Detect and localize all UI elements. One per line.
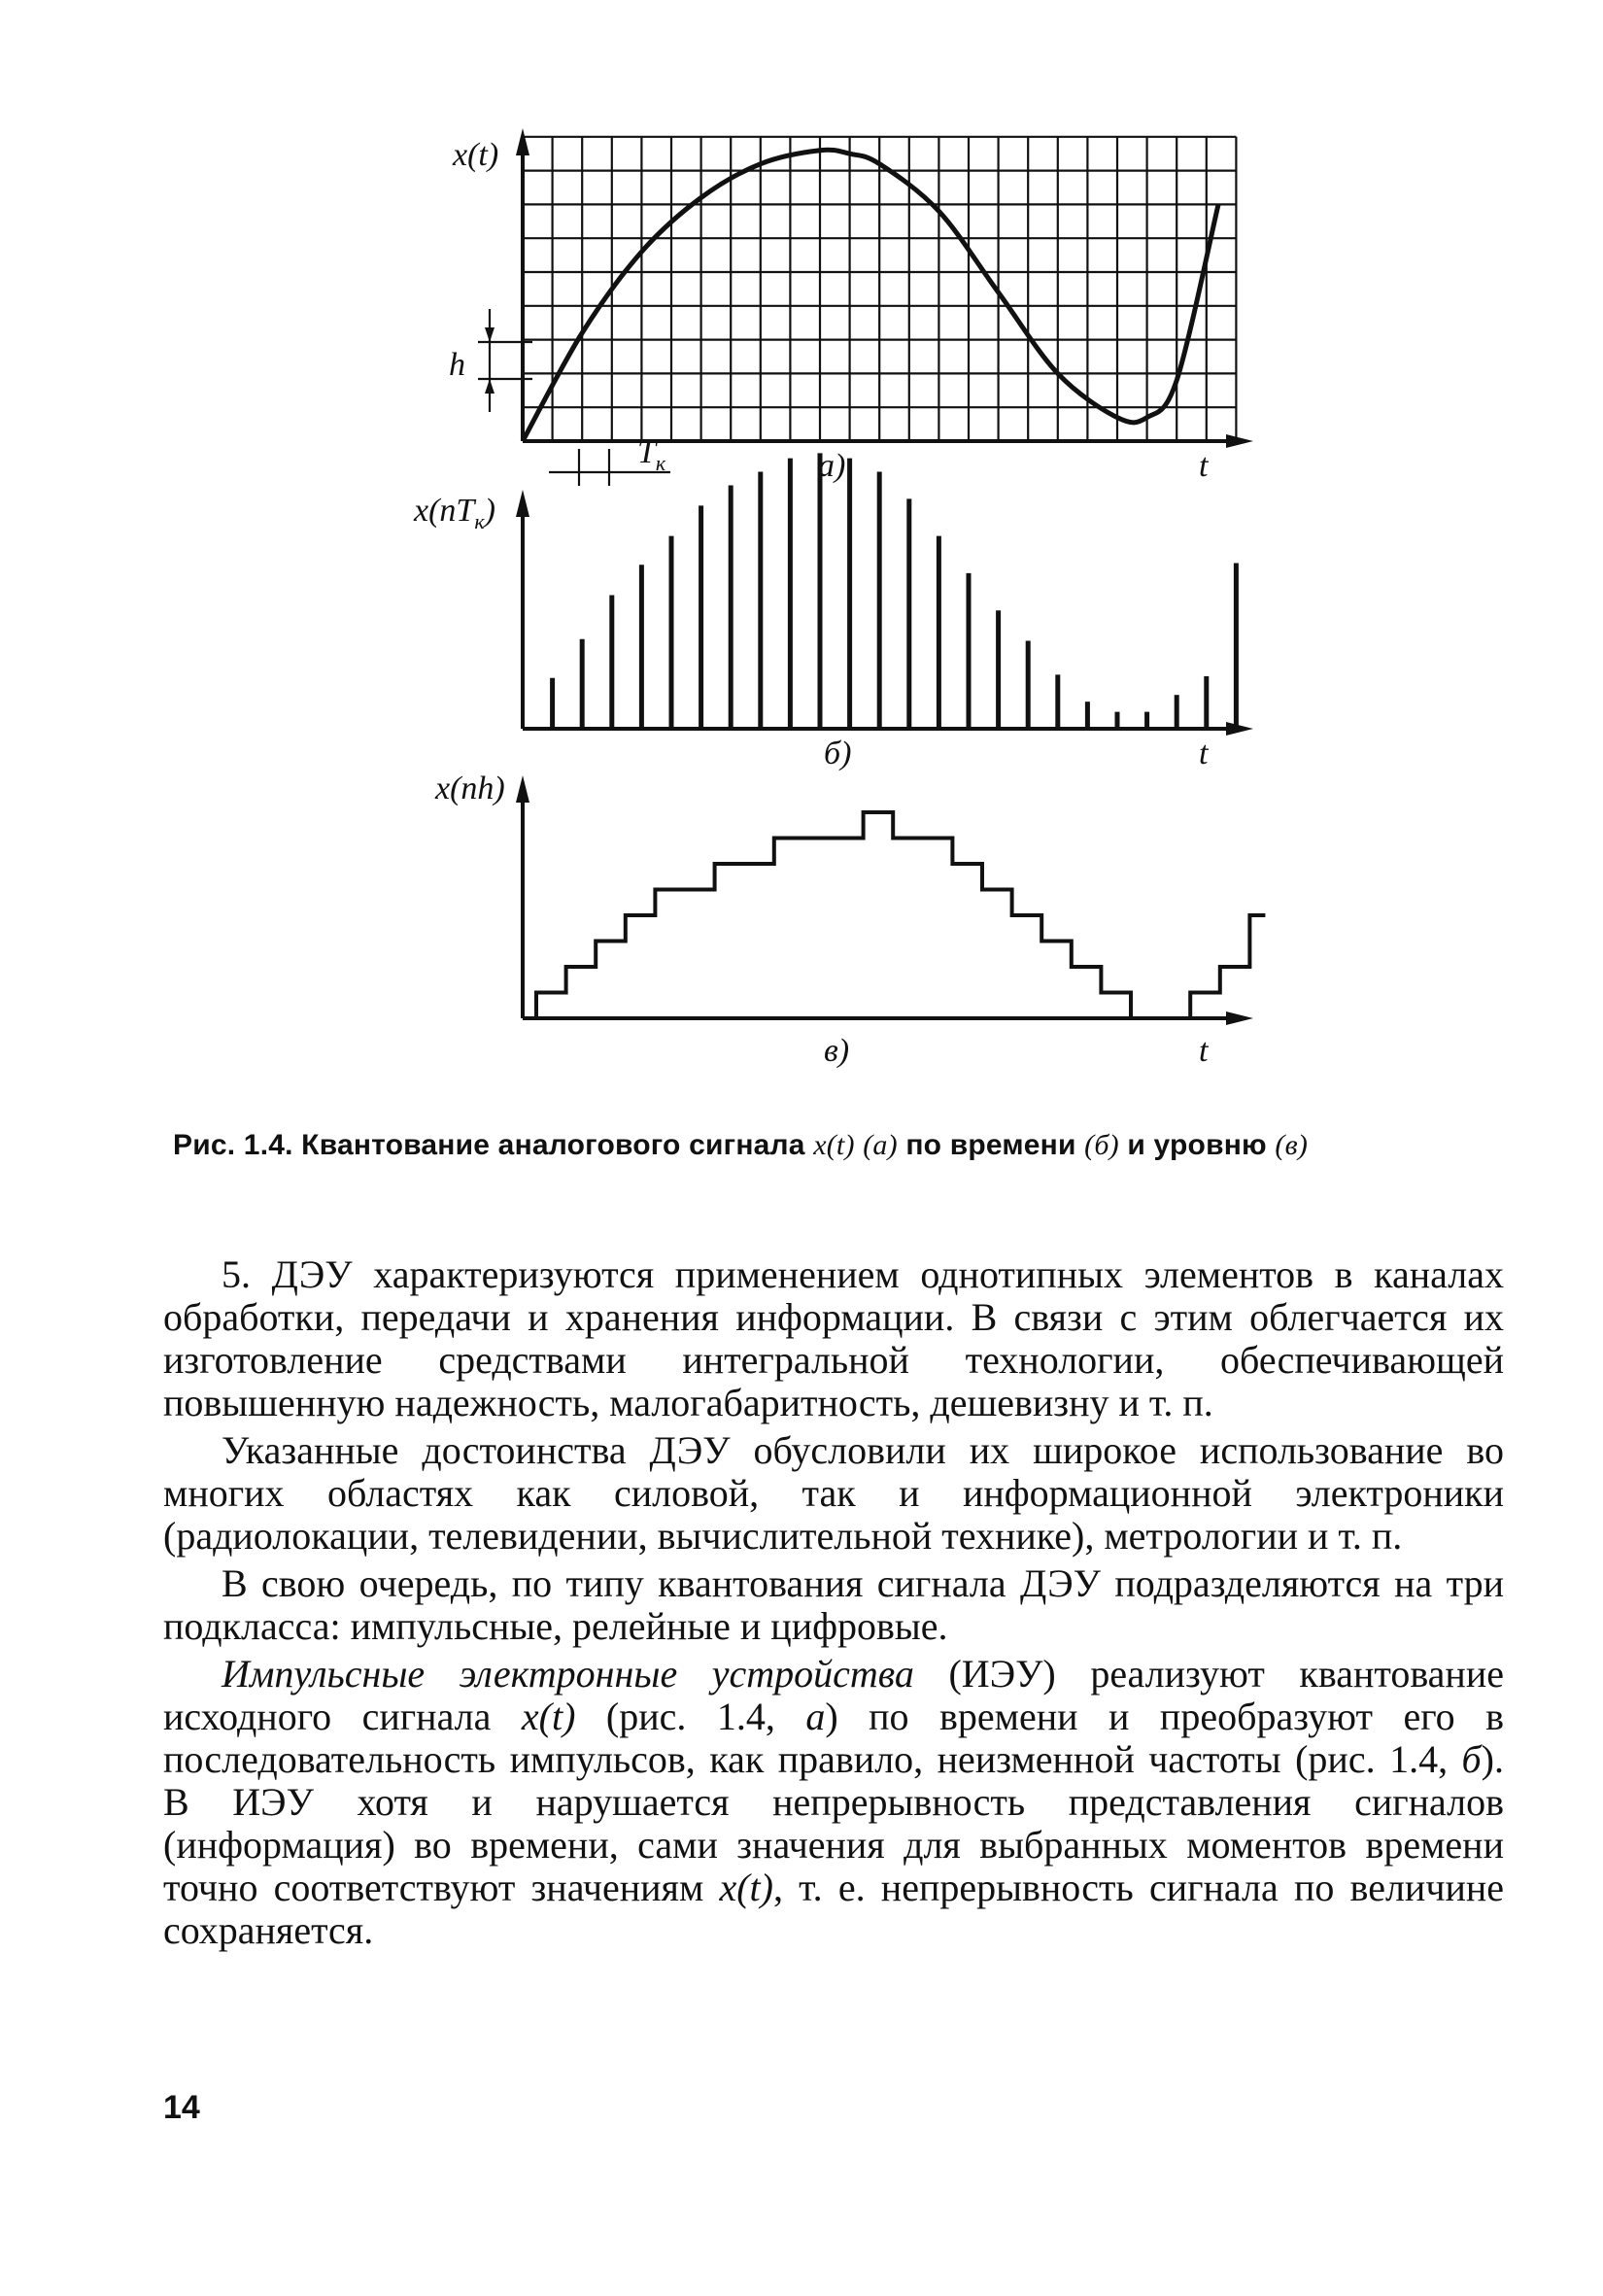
panel-b-y-label: $x(nT_к)$ <box>414 493 495 533</box>
panel-b-pulses <box>553 453 1237 729</box>
panel-c-letter: в) <box>824 1033 850 1069</box>
page-number: 14 <box>163 2089 200 2126</box>
paragraph-1: 5. ДЭУ характеризуются применением однотипных элементов в каналах обработки, передачи и хранения информации. В связи с этим облегчается их изготовление средствами интегральной технологии, обеспечивающей повышенную надежность, малогабаритность, дешевизну и т. п. <box>163 1252 1504 1424</box>
figure-1-4 <box>0 0 1603 1088</box>
panel-a-x-arrow <box>1226 434 1253 448</box>
panel-c-staircase <box>523 812 1265 1018</box>
h-label: h <box>449 347 465 383</box>
panel-b-t-label: t <box>1199 736 1209 771</box>
panel-a-signal-curve <box>523 150 1218 441</box>
panel-a-letter: а) <box>818 448 846 484</box>
panel-b-letter: б) <box>824 736 852 771</box>
panel-a-grid <box>523 137 1236 441</box>
panel-a-y-arrow <box>516 128 529 155</box>
panel-c-t-label: t <box>1199 1033 1209 1069</box>
paragraph-3: В свою очередь, по типу квантования сигнала ДЭУ подразделяются на три подкласса: импульсные, релейные и цифровые. <box>163 1561 1504 1648</box>
panel-c-y-arrow <box>516 775 529 803</box>
h-arrow-top <box>485 327 495 342</box>
panel-c-x-arrow <box>1226 1011 1253 1025</box>
panel-c <box>434 771 1265 1069</box>
panel-a <box>449 128 1253 486</box>
panel-b-y-arrow <box>516 490 529 517</box>
paragraph-4: Импульсные электронные устройства (ИЭУ) реализуют квантование исходного сигнала x(t) (рис. 1.4, а) по времени и преобразуют его в последовательность импульсов, как правило, неизменной частоты (рис. 1.4, б). В ИЭУ хотя и нарушается непрерывность представления сигналов (информация) во времени, сами значения для выбранных моментов времени точно соответствуют значениям x(t), т. е. непрерывность сигнала по величине сохраняется. <box>163 1652 1505 1952</box>
h-arrow-bottom <box>485 379 495 394</box>
paragraph-2: Указанные достоинства ДЭУ обусловили их широкое использование во многих областях как силовой, так и информационной электроники (радиолокации, телевидении, вычислительной технике), метрологии и т. п. <box>163 1428 1504 1558</box>
tk-label: $T_к$ <box>637 434 666 475</box>
body-text <box>163 1253 1504 1957</box>
panel-a-y-label: x(t) <box>453 137 499 173</box>
panel-b <box>413 453 1253 771</box>
figure-caption: Рис. 1.4. Квантование аналогового сигнала x(t) (а) по времени (б) и уровню (в) <box>173 1129 1309 1161</box>
panel-c-y-label: x(nh) <box>435 771 505 806</box>
panel-a-t-label: t <box>1199 448 1209 484</box>
panel-b-x-arrow <box>1226 722 1253 736</box>
